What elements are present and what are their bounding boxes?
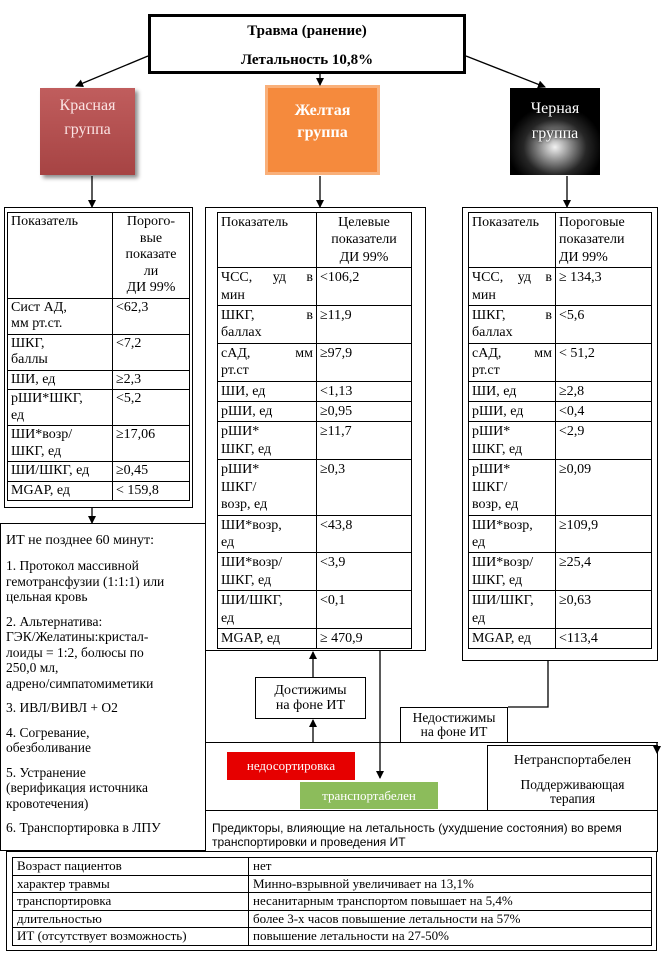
table-row bbox=[218, 343, 412, 381]
table-row bbox=[13, 928, 652, 946]
table-row bbox=[13, 910, 652, 928]
table-row bbox=[469, 268, 652, 306]
indicator-cell: ШКГ, в баллах bbox=[469, 306, 556, 344]
table-body bbox=[218, 268, 412, 649]
value-cell: <0,4 bbox=[556, 402, 652, 422]
value-cell: <5,2 bbox=[113, 390, 190, 426]
value-cell: <2,9 bbox=[556, 422, 652, 460]
value-cell: <106,2 bbox=[317, 268, 412, 306]
trauma-box bbox=[148, 14, 466, 74]
value-cell: ≥11,7 bbox=[317, 422, 412, 460]
table-row bbox=[469, 306, 652, 344]
therapy-step-1: 1. Протокол массивной гемотрансфузии (1:1:1) или цельная кровь bbox=[6, 558, 165, 604]
indicator-cell: MGAP, ед bbox=[469, 628, 556, 648]
indicator-cell: рШИ* ШКГ/ возр, ед bbox=[218, 460, 317, 515]
indicator-cell: MGAP, ед bbox=[8, 481, 113, 501]
value-cell: <0,1 bbox=[317, 591, 412, 629]
value-cell: < 51,2 bbox=[556, 343, 652, 381]
predictor-factor-cell: длительностью bbox=[13, 910, 249, 928]
table-row bbox=[218, 553, 412, 591]
indicator-cell: ШИ*возр/ ШКГ, ед bbox=[218, 553, 317, 591]
therapy-step-2: 2. Альтернатива: ГЭК/Желатины:кристал- лоиды = 1:2, болюсы по 250,0 мл, адрено/симпатомиметики bbox=[6, 613, 154, 691]
indicator-cell: рШИ* ШКГ/ возр, ед bbox=[469, 460, 556, 515]
therapy-step-3: 3. ИВЛ/ВИВЛ + O2 bbox=[6, 700, 118, 715]
indicator-cell: ШИ*возр, ед bbox=[469, 515, 556, 553]
value-cell: <62,3 bbox=[113, 298, 190, 334]
table-row bbox=[469, 553, 652, 591]
intensive-therapy-title: ИТ не позднее 60 минут: bbox=[6, 533, 155, 548]
table-row bbox=[8, 462, 190, 482]
indicator-cell: сАД, мм рт.ст bbox=[469, 343, 556, 381]
value-cell: ≥2,8 bbox=[556, 381, 652, 401]
yellow-group-targets-table bbox=[217, 212, 412, 649]
yellow-group: Желтая группа bbox=[265, 85, 380, 175]
indicator-cell: рШИ* ШКГ, ед bbox=[469, 422, 556, 460]
table-header bbox=[469, 213, 652, 268]
table-header bbox=[8, 213, 190, 299]
table-row bbox=[218, 460, 412, 515]
value-cell: ≥25,4 bbox=[556, 553, 652, 591]
table-row bbox=[469, 343, 652, 381]
indicator-header: Показатель bbox=[8, 213, 113, 299]
table-row bbox=[8, 298, 190, 334]
indicator-header: Показатель bbox=[218, 213, 317, 268]
table-row bbox=[469, 515, 652, 553]
value-cell: ≥17,06 bbox=[113, 426, 190, 462]
indicator-cell: ШИ*возр/ ШКГ, ед bbox=[8, 426, 113, 462]
indicator-cell: рШИ, ед bbox=[218, 402, 317, 422]
indicator-cell: ЧСС, уд в мин bbox=[469, 268, 556, 306]
black-group-thresholds-table bbox=[468, 212, 652, 649]
table-row bbox=[13, 893, 652, 911]
value-cell: <7,2 bbox=[113, 334, 190, 370]
table-row bbox=[13, 875, 652, 893]
predictor-factor-cell: характер травмы bbox=[13, 875, 249, 893]
transportable-tag: транспортабелен bbox=[300, 782, 438, 809]
non-transportable-label: Нетранспортабелен bbox=[513, 753, 632, 768]
value-cell: <5,6 bbox=[556, 306, 652, 344]
lower-region-divider bbox=[205, 742, 658, 743]
value-cell: <1,13 bbox=[317, 381, 412, 401]
indicator-cell: ШКГ, баллы bbox=[8, 334, 113, 370]
value-header: Целевые показатели ДИ 99% bbox=[317, 213, 412, 268]
table-body bbox=[469, 268, 652, 649]
table-row bbox=[469, 460, 652, 515]
achievable-label: Достижимы на фоне ИТ bbox=[255, 677, 366, 719]
table-row bbox=[218, 628, 412, 648]
value-header: Порого- вые показате ли ДИ 99% bbox=[113, 213, 190, 299]
predictor-factor-cell: ИТ (отсутствует возможность) bbox=[13, 928, 249, 946]
mortality-label: Летальность 10,8% bbox=[240, 52, 374, 68]
value-cell: ≥2,3 bbox=[113, 370, 190, 390]
indicator-cell: ШИ, ед bbox=[469, 381, 556, 401]
table-row bbox=[218, 306, 412, 344]
value-cell: ≥ 134,3 bbox=[556, 268, 652, 306]
line-to-unachievable bbox=[508, 661, 548, 707]
table-row bbox=[13, 858, 652, 876]
predictor-effect-cell: несанитарным транспортом повышает на 5,4% bbox=[249, 893, 652, 911]
table-row bbox=[8, 426, 190, 462]
supportive-therapy-label: Поддерживающая терапия bbox=[520, 777, 625, 806]
header-row bbox=[8, 213, 190, 299]
table-row bbox=[469, 591, 652, 629]
predictors-title: Предикторы, влияющие на летальность (ухудшение состояния) во время транспортировки и проведения ИТ bbox=[212, 821, 622, 849]
therapy-step-5: 5. Устранение (верификация источника кровотечения) bbox=[6, 764, 149, 811]
value-cell: ≥0,45 bbox=[113, 462, 190, 482]
table-row bbox=[218, 402, 412, 422]
therapy-step-6: 6. Транспортировка в ЛПУ bbox=[6, 820, 161, 835]
therapy-step-4: 4. Согревание, обезболивание bbox=[6, 724, 91, 755]
value-cell: ≥ 470,9 bbox=[317, 628, 412, 648]
table-row bbox=[8, 334, 190, 370]
indicator-cell: ШИ, ед bbox=[8, 370, 113, 390]
table-body bbox=[8, 298, 190, 501]
table-row bbox=[218, 422, 412, 460]
red-group: Красная группа bbox=[40, 88, 135, 175]
indicator-cell: рШИ, ед bbox=[469, 402, 556, 422]
table-body bbox=[13, 858, 652, 946]
table-row bbox=[218, 268, 412, 306]
predictors-title-box bbox=[205, 810, 658, 852]
predictor-factor-cell: транспортировка bbox=[13, 893, 249, 911]
indicator-cell: ШИ, ед bbox=[218, 381, 317, 401]
value-cell: <113,4 bbox=[556, 628, 652, 648]
arrow-to-red-group bbox=[76, 56, 148, 86]
table-row bbox=[469, 422, 652, 460]
value-cell: < 159,8 bbox=[113, 481, 190, 501]
value-cell: <43,8 bbox=[317, 515, 412, 553]
predictors-table bbox=[12, 857, 652, 946]
predictor-factor-cell: Возраст пациентов bbox=[13, 858, 249, 876]
indicator-cell: ШКГ, в баллах bbox=[218, 306, 317, 344]
indicator-cell: Сист АД, мм рт.ст. bbox=[8, 298, 113, 334]
table-row bbox=[469, 381, 652, 401]
intensive-therapy-box bbox=[0, 523, 206, 851]
header-row bbox=[218, 213, 412, 268]
table-row bbox=[218, 381, 412, 401]
indicator-cell: ШИ*возр, ед bbox=[218, 515, 317, 553]
value-cell: ≥11,9 bbox=[317, 306, 412, 344]
indicator-cell: ШИ*возр/ ШКГ, ед bbox=[469, 553, 556, 591]
table-header bbox=[218, 213, 412, 268]
table-row bbox=[469, 628, 652, 648]
table-row bbox=[218, 515, 412, 553]
arrow-to-black-group bbox=[466, 56, 545, 87]
undertriage-tag: недосортировка bbox=[227, 752, 355, 780]
predictor-effect-cell: нет bbox=[249, 858, 652, 876]
table-row bbox=[218, 591, 412, 629]
value-cell: <3,9 bbox=[317, 553, 412, 591]
predictor-effect-cell: Минно-взрывной увеличивает на 13,1% bbox=[249, 875, 652, 893]
indicator-cell: ШИ/ШКГ, ед bbox=[218, 591, 317, 629]
header-row bbox=[469, 213, 652, 268]
non-transportable-box bbox=[487, 745, 658, 811]
trauma-title: Травма (ранение) bbox=[247, 23, 367, 39]
indicator-cell: ЧСС, уд в мин bbox=[218, 268, 317, 306]
value-cell: ≥0,63 bbox=[556, 591, 652, 629]
indicator-cell: ШИ/ШКГ, ед bbox=[8, 462, 113, 482]
indicator-cell: ШИ/ШКГ, ед bbox=[469, 591, 556, 629]
indicator-cell: сАД, мм рт.ст bbox=[218, 343, 317, 381]
value-cell: ≥0,09 bbox=[556, 460, 652, 515]
indicator-cell: рШИ*ШКГ, ед bbox=[8, 390, 113, 426]
value-cell: ≥0,3 bbox=[317, 460, 412, 515]
indicator-header: Показатель bbox=[469, 213, 556, 268]
value-header: Пороговые показатели ДИ 99% bbox=[556, 213, 652, 268]
value-cell: ≥109,9 bbox=[556, 515, 652, 553]
red-group-thresholds-table bbox=[7, 212, 190, 501]
predictor-effect-cell: более 3-х часов повышение летальности на 57% bbox=[249, 910, 652, 928]
unachievable-label: Недостижимы на фоне ИТ bbox=[400, 707, 508, 743]
table-row bbox=[8, 390, 190, 426]
value-cell: ≥97,9 bbox=[317, 343, 412, 381]
table-row bbox=[8, 481, 190, 501]
predictor-effect-cell: повышение летальности на 27-50% bbox=[249, 928, 652, 946]
indicator-cell: рШИ* ШКГ, ед bbox=[218, 422, 317, 460]
value-cell: ≥0,95 bbox=[317, 402, 412, 422]
black-group: Черная группа bbox=[510, 88, 600, 175]
table-row bbox=[8, 370, 190, 390]
indicator-cell: MGAP, ед bbox=[218, 628, 317, 648]
table-row bbox=[469, 402, 652, 422]
